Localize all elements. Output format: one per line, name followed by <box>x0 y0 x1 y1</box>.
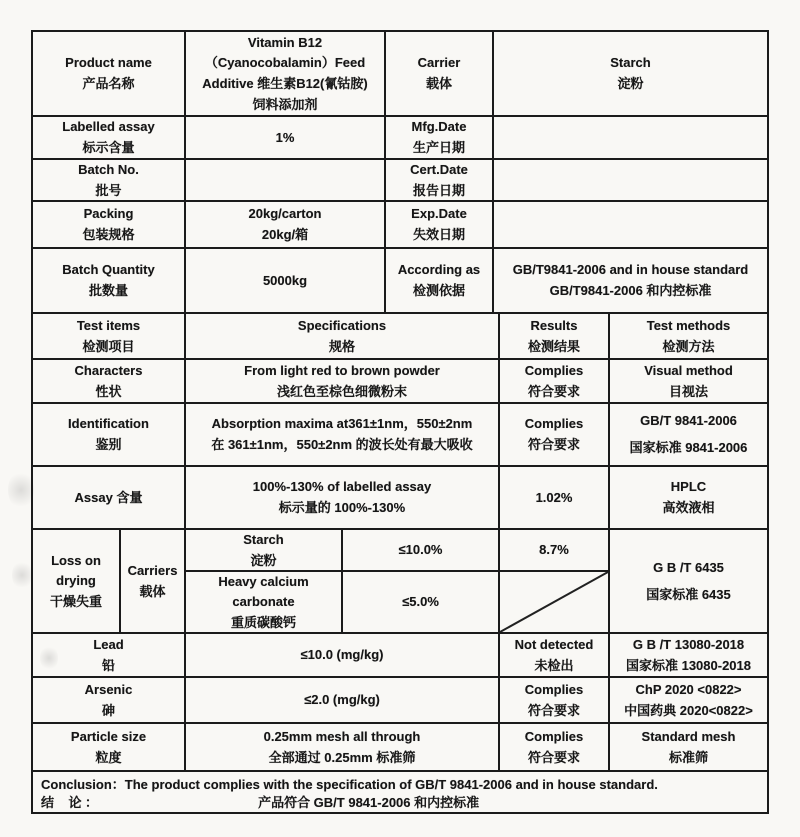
conclusion-text-zh: 产品符合 GB/T 9841-2006 和内控标准 <box>258 794 480 810</box>
col-header-results <box>500 314 610 360</box>
characters-spec-zh: 浅红色至棕色细微粉末 <box>276 383 407 399</box>
lead-result-en: Not detected <box>514 636 594 652</box>
carriers-subheader-zh: 载体 <box>139 583 166 599</box>
product-value-line: Additive 维生素B12(氰钴胺) <box>202 76 368 91</box>
product-name-value <box>186 32 386 117</box>
exp-date-value <box>494 202 767 249</box>
exp-date-label-en: Exp.Date <box>411 206 467 222</box>
heavy-calcium-name-line: 重质碳酸钙 <box>230 614 296 630</box>
packing-value-line: 20kg/箱 <box>261 227 309 242</box>
diagonal-slash <box>500 572 608 632</box>
labelled-assay-value <box>186 117 386 160</box>
mfg-date-label-zh: 生产日期 <box>412 140 465 155</box>
starch-spec-text: ≤10.0% <box>398 542 443 558</box>
table-row <box>33 32 767 117</box>
particle-size-spec <box>186 724 500 772</box>
carrier-label-zh: 载体 <box>425 76 452 91</box>
col-header-test-methods <box>610 314 767 360</box>
identification-item-zh: 鉴别 <box>95 437 122 452</box>
starch-spec <box>343 530 500 572</box>
lead-result <box>500 634 610 678</box>
arsenic-item <box>33 678 186 724</box>
characters-item-en: Characters <box>74 362 143 378</box>
loss-method-zh: 国家标准 6435 <box>646 586 731 602</box>
labelled-assay-label-en: Labelled assay <box>62 119 155 135</box>
carriers-subheader-en: Carriers <box>127 562 178 578</box>
assay-result-text: 1.02% <box>535 489 573 505</box>
lead-spec-text: ≤10.0 (mg/kg) <box>300 647 384 663</box>
packing-value-line: 20kg/carton <box>248 206 322 222</box>
product-value-line: （Cyanocobalamin）Feed <box>204 55 366 71</box>
starch-result <box>500 530 610 572</box>
batch-no-label-zh: 批号 <box>95 182 122 198</box>
loss-item-line: 干燥失重 <box>49 593 102 609</box>
conclusion-line-zh <box>41 794 761 812</box>
heavy-calcium-name-line: carbonate <box>232 594 295 610</box>
table-row <box>33 249 767 314</box>
characters-method-en: Visual method <box>644 362 733 378</box>
labelled-assay-value-text: 1% <box>275 129 295 145</box>
table-row-assay <box>33 467 767 530</box>
heavy-calcium-result-na <box>500 572 610 634</box>
particle-item-en: Particle size <box>70 728 147 744</box>
starch-name-en: Starch <box>243 531 284 547</box>
batch-quantity-label-en: Batch Quantity <box>62 262 155 278</box>
carrier-label-en: Carrier <box>417 55 461 71</box>
heavy-calcium-spec <box>343 572 500 634</box>
identification-spec-zh: 在 361±1nm，550±2nm 的波长处有最大吸收 <box>211 437 473 452</box>
loss-item-line: Loss on <box>51 552 101 568</box>
loss-subrow-heavy-calcium <box>186 572 610 634</box>
particle-result-zh: 符合要求 <box>527 749 580 765</box>
carriers-subheader <box>121 530 186 634</box>
characters-result-zh: 符合要求 <box>527 383 580 399</box>
assay-result <box>500 467 610 530</box>
batch-no-label <box>33 160 186 202</box>
product-name-label-en: Product name <box>65 55 152 71</box>
assay-item-text: Assay 含量 <box>74 489 143 505</box>
table-row <box>33 160 767 202</box>
assay-spec-en: 100%-130% of labelled assay <box>252 479 432 495</box>
product-value-line: 饲料添加剂 <box>252 96 318 112</box>
assay-method <box>610 467 767 530</box>
batch-no-value <box>186 160 386 202</box>
table-header-row <box>33 314 767 360</box>
carrier-value-en: Starch <box>610 55 651 71</box>
col-header-test-items-zh: 检测项目 <box>82 338 135 354</box>
product-name-label-zh: 产品名称 <box>82 76 135 91</box>
according-as-label-en: According as <box>397 262 481 278</box>
carrier-value-zh: 淀粉 <box>617 76 644 91</box>
according-as-value-line: GB/T9841-2006 和内控标准 <box>549 283 712 298</box>
identification-spec-en: Absorption maxima at361±1nm，550±2nm <box>211 416 473 432</box>
heavy-calcium-carrier-name <box>186 572 343 634</box>
loss-subtable <box>186 530 610 634</box>
arsenic-method <box>610 678 767 724</box>
conclusion-row <box>33 772 767 812</box>
identification-result-en: Complies <box>524 416 584 432</box>
assay-spec-zh: 标示量的 100%-130% <box>278 500 406 515</box>
particle-result-en: Complies <box>524 728 584 744</box>
col-header-results-en: Results <box>530 317 578 333</box>
arsenic-item-en: Arsenic <box>84 681 133 697</box>
arsenic-result-zh: 符合要求 <box>527 702 580 718</box>
loss-item-line: drying <box>56 573 96 589</box>
lead-method-zh: 国家标准 13080-2018 <box>625 657 751 673</box>
conclusion-label-zh: 结 论 ： <box>41 794 99 810</box>
assay-method-en: HPLC <box>670 479 707 495</box>
table-row-loss-on-drying <box>33 530 767 634</box>
cert-date-label-en: Cert.Date <box>410 161 468 177</box>
according-as-label <box>386 249 494 314</box>
labelled-assay-label-zh: 标示含量 <box>82 140 135 155</box>
arsenic-method-zh: 中国药典 2020<0822> <box>624 702 753 718</box>
col-header-specifications-en: Specifications <box>297 317 387 333</box>
col-header-specifications <box>186 314 500 360</box>
mfg-date-label <box>386 117 494 160</box>
arsenic-spec <box>186 678 500 724</box>
product-value-line: Vitamin B12 <box>247 34 323 50</box>
col-header-specifications-zh: 规格 <box>328 338 355 354</box>
arsenic-result <box>500 678 610 724</box>
starch-carrier-name <box>186 530 343 572</box>
batch-quantity-value <box>186 249 386 314</box>
labelled-assay-label <box>33 117 186 160</box>
lead-item-en: Lead <box>93 636 124 652</box>
table-row-identification <box>33 404 767 467</box>
scan-smudge <box>12 560 32 590</box>
heavy-calcium-spec-text: ≤5.0% <box>402 594 439 610</box>
product-name-label <box>33 32 186 117</box>
mfg-date-label-en: Mfg.Date <box>411 119 467 135</box>
arsenic-spec-text: ≤2.0 (mg/kg) <box>304 692 380 708</box>
particle-size-result <box>500 724 610 772</box>
characters-result-en: Complies <box>524 362 584 378</box>
carrier-value <box>494 32 767 117</box>
loss-method-en: G B /T 6435 <box>653 559 724 575</box>
loss-on-drying-method <box>610 530 767 634</box>
particle-spec-en: 0.25mm mesh all through <box>263 728 421 744</box>
packing-label <box>33 202 186 249</box>
cert-date-label <box>386 160 494 202</box>
conclusion-text-en: The product complies with the specification of GB/T 9841-2006 and in house standard. <box>124 777 658 792</box>
batch-no-label-en: Batch No. <box>78 161 139 177</box>
table-row-lead <box>33 634 767 678</box>
particle-spec-zh: 全部通过 0.25mm 标准筛 <box>268 749 416 765</box>
according-as-label-zh: 检测依据 <box>412 283 465 298</box>
col-header-results-zh: 检测结果 <box>527 338 580 354</box>
lead-method-en: G B /T 13080-2018 <box>632 636 745 652</box>
characters-result <box>500 360 610 404</box>
particle-method-en: Standard mesh <box>641 728 736 744</box>
characters-item-zh: 性状 <box>95 383 122 399</box>
lead-spec <box>186 634 500 678</box>
particle-size-method <box>610 724 767 772</box>
identification-result-zh: 符合要求 <box>527 437 580 452</box>
lead-result-zh: 未检出 <box>534 657 574 673</box>
assay-method-zh: 高效液相 <box>662 500 715 515</box>
arsenic-result-en: Complies <box>524 681 584 697</box>
assay-spec <box>186 467 500 530</box>
particle-size-item <box>33 724 186 772</box>
heavy-calcium-name-line: Heavy calcium <box>218 573 309 589</box>
table-row-particle-size <box>33 724 767 772</box>
table-row-characters <box>33 360 767 404</box>
starch-name-zh: 淀粉 <box>250 552 277 568</box>
lead-item-zh: 铅 <box>101 657 115 673</box>
identification-method-en: GB/T 9841-2006 <box>640 413 737 429</box>
packing-value <box>186 202 386 249</box>
characters-item <box>33 360 186 404</box>
batch-quantity-label-zh: 批数量 <box>88 283 128 298</box>
according-as-value <box>494 249 767 314</box>
according-as-value-line: GB/T9841-2006 and in house standard <box>512 262 749 278</box>
identification-result <box>500 404 610 467</box>
identification-item-en: Identification <box>68 416 149 432</box>
characters-method <box>610 360 767 404</box>
identification-method-zh: 国家标准 9841-2006 <box>629 440 748 455</box>
arsenic-item-zh: 砷 <box>101 702 115 718</box>
particle-item-zh: 粒度 <box>95 749 122 765</box>
table-row-arsenic <box>33 678 767 724</box>
exp-date-label-zh: 失效日期 <box>412 227 465 242</box>
col-header-test-methods-en: Test methods <box>646 317 731 333</box>
conclusion-label-en: Conclusion： <box>41 777 125 792</box>
cert-date-label-zh: 报告日期 <box>412 182 465 198</box>
conclusion-line-en <box>41 776 761 794</box>
col-header-test-items <box>33 314 186 360</box>
identification-method <box>610 404 767 467</box>
col-header-test-methods-zh: 检测方法 <box>662 338 715 354</box>
packing-label-en: Packing <box>83 206 134 222</box>
exp-date-label <box>386 202 494 249</box>
starch-result-text: 8.7% <box>539 542 569 558</box>
assay-item <box>33 467 186 530</box>
identification-spec <box>186 404 500 467</box>
table-row <box>33 202 767 249</box>
batch-quantity-label <box>33 249 186 314</box>
mfg-date-value <box>494 117 767 160</box>
characters-method-zh: 目视法 <box>668 383 708 399</box>
characters-spec <box>186 360 500 404</box>
table-row <box>33 117 767 160</box>
lead-item <box>33 634 186 678</box>
batch-quantity-value-text: 5000kg <box>262 272 308 288</box>
characters-spec-en: From light red to brown powder <box>244 362 440 378</box>
carrier-label <box>386 32 494 117</box>
lead-method <box>610 634 767 678</box>
particle-method-zh: 标准筛 <box>668 749 708 765</box>
loss-on-drying-item <box>33 530 121 634</box>
coa-table <box>31 30 769 814</box>
packing-label-zh: 包装规格 <box>82 227 135 242</box>
loss-subrow-starch <box>186 530 610 572</box>
col-header-test-items-en: Test items <box>76 317 141 333</box>
identification-item <box>33 404 186 467</box>
cert-date-value <box>494 160 767 202</box>
arsenic-method-en: ChP 2020 <0822> <box>635 681 742 697</box>
